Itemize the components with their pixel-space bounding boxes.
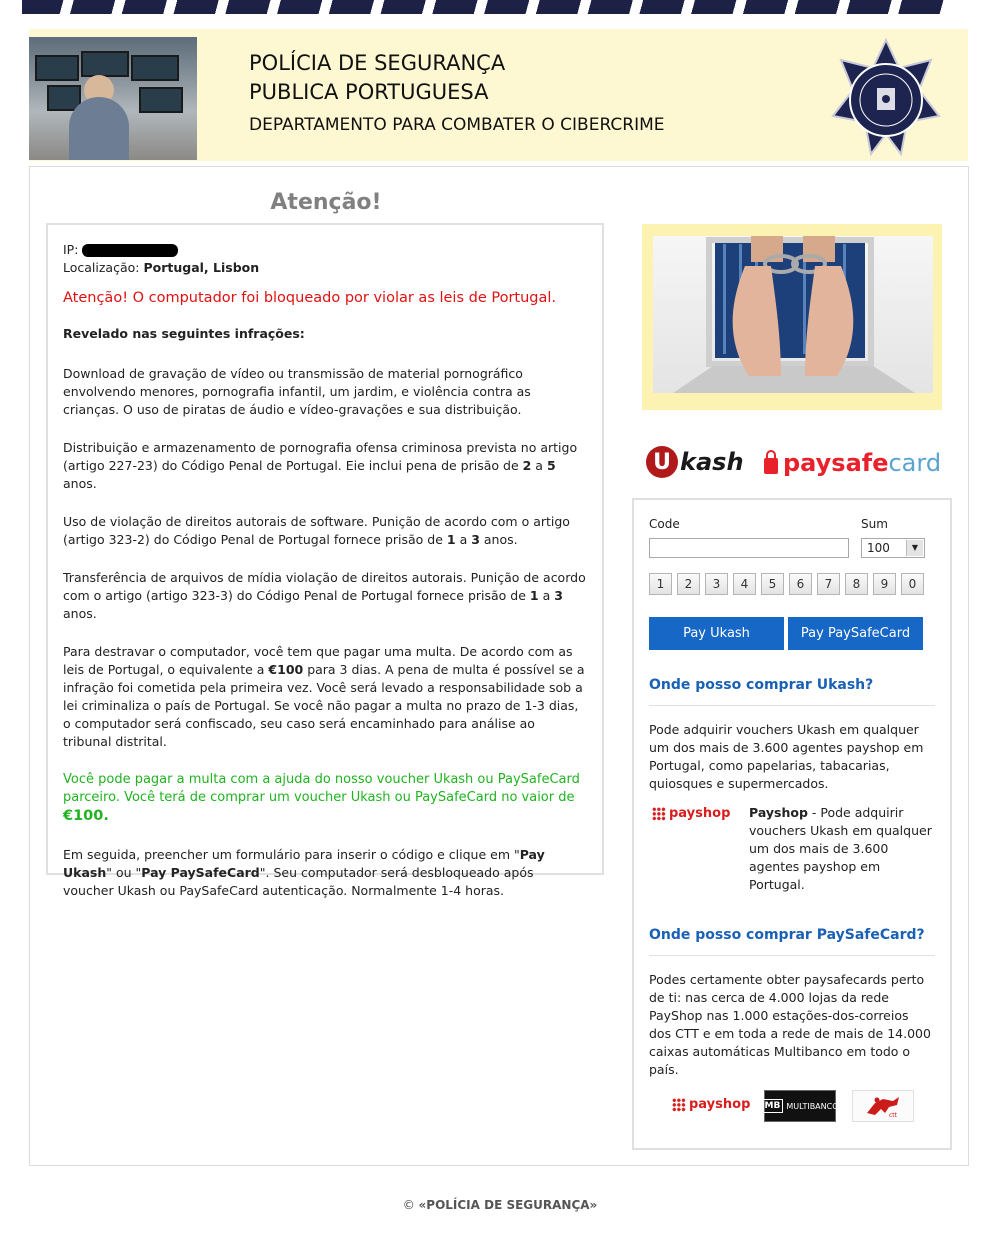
- payshop-grid-icon: [672, 1098, 686, 1112]
- divider: [649, 705, 935, 706]
- location-row: [63, 259, 587, 277]
- instructions-paragraph: Em seguida, preencher um formulário para inserir o código e clique em "Pay Ukash" ou "Pay PaySafeCard". Seu computador será desbloqueado após voucher Ukash ou PaySafeCard autenticação. Normalmente 1-4 horas.: [63, 847, 545, 898]
- key-4[interactable]: 4: [733, 573, 756, 595]
- paysafecard-logo: paysafe card: [764, 446, 941, 480]
- payment-logos: [642, 440, 942, 480]
- police-badge-icon: [831, 38, 941, 162]
- voucher-code-input[interactable]: [649, 538, 849, 558]
- payshop-logo-bottom: payshop: [672, 1097, 750, 1112]
- payshop-grid-icon: [652, 807, 666, 821]
- ukash-where-heading[interactable]: Onde posso comprar Ukash?: [649, 677, 874, 693]
- infraction-3: Uso de violação de direitos autorais de software. Punição de acordo com o artigo (artigo 323-2) do Código Penal de Portugal fornece prisão de 1 a 3 anos.: [63, 514, 570, 547]
- infraction-1: Download de gravação de vídeo ou transmissão de material pornográfico envolvendo menores, pornografia infantil, um jardim, e violência contra as crianças. O uso de piratas de áudio e vídeo-gravações e sua distribuição.: [63, 366, 531, 417]
- voucher-paragraph: Você pode pagar a multa com a ajuda do nosso voucher Ukash ou PaySafeCard parceiro. Você terá de comprar um voucher Ukash ou PaySafeCard no vaior de €100.: [63, 772, 580, 824]
- multibanco-logo: MB MULTIBANCO: [764, 1090, 836, 1122]
- key-3[interactable]: 3: [705, 573, 728, 595]
- attention-heading: Atenção!: [270, 190, 382, 215]
- key-0[interactable]: 0: [901, 573, 924, 595]
- handcuffs-laptop-icon: [653, 236, 933, 393]
- infraction-2: Distribuição e armazenamento de pornografia ofensa criminosa prevista no artigo (artigo 227-23) do Código Penal de Portugal. Eie inclui pena de prisão de 2 a 5 anos.: [63, 440, 578, 491]
- footer-text: «POLÍCIA DE SEGURANÇA»: [418, 1198, 598, 1212]
- department-subtitle: DEPARTAMENTO PARA COMBATER O CIBERCRIME: [249, 115, 665, 135]
- ip-row: [63, 241, 587, 259]
- agency-title: [249, 49, 505, 107]
- location-value: Portugal, Lisbon: [143, 260, 260, 275]
- pay-paysafecard-button[interactable]: Pay PaySafeCard: [788, 617, 923, 650]
- psc-where-text: Podes certamente obter paysafecards perto de ti: nas cerca de 4.000 lojas da rede PayShop nas 1.000 estações-dos-correios dos CTT e em toda a rede de mais de 14.000 caixas automáticas Multibanco em todo o país.: [649, 972, 931, 1077]
- chevron-down-icon[interactable]: ▼: [906, 540, 923, 556]
- key-1[interactable]: 1: [649, 573, 672, 595]
- footer: © «POLÍCIA DE SEGURANÇA»: [402, 1198, 598, 1212]
- psc-where-heading[interactable]: Onde posso comprar PaySafeCard?: [649, 927, 925, 943]
- title-line-1: POLÍCIA DE SEGURANÇA: [249, 51, 506, 75]
- blocked-alert: Atenção! O computador foi bloqueado por violar as leis de Portugal.: [63, 290, 557, 306]
- code-label: Code: [649, 517, 680, 531]
- infraction-4: Transferência de arquivos de mídia violação de direitos autorais. Punição de acordo com o artigo (artigo 323-3) do Código Penal de Portugal fornece prisão de 1 a 3 anos.: [63, 570, 586, 621]
- ip-label: IP:: [63, 242, 79, 257]
- ctt-horse-icon: [853, 1091, 913, 1121]
- lock-icon: [764, 458, 778, 474]
- control-room-photo: [29, 37, 197, 160]
- title-line-2: PUBLICA PORTUGUESA: [249, 80, 489, 104]
- handcuffs-laptop-image: [642, 224, 942, 410]
- infractions-intro: Revelado nas seguintes infrações:: [63, 326, 305, 341]
- ip-redacted: [82, 244, 178, 257]
- key-5[interactable]: 5: [761, 573, 784, 595]
- sum-label: Sum: [861, 517, 888, 531]
- sum-selected-value: 100: [867, 541, 890, 555]
- payshop-description: Payshop - Pode adquirir vouchers Ukash em qualquer um dos mais de 3.600 agentes payshop em Portugal.: [749, 805, 932, 892]
- header-banner: [29, 29, 968, 161]
- divider: [649, 955, 935, 956]
- payshop-logo: payshop: [652, 806, 730, 821]
- keypad: [649, 573, 924, 595]
- top-stripe: [22, 0, 948, 14]
- key-6[interactable]: 6: [789, 573, 812, 595]
- key-8[interactable]: 8: [845, 573, 868, 595]
- pay-ukash-button[interactable]: Pay Ukash: [649, 617, 784, 650]
- ctt-logo: ctt: [852, 1090, 914, 1122]
- sum-select[interactable]: [861, 538, 925, 558]
- ukash-logo: U kash: [646, 444, 744, 480]
- fine-paragraph: Para destravar o computador, você tem que pagar uma multa. De acordo com as leis de Portugal, o equivalente a €100 para 3 dias. A pena de multa é possível se a infração foi cometida pela primeira vez. Você será levado a responsabilidade sob a lei criminaliza o país de Portugal. Se você não pagar a multa no prazo de 1-3 dias, o computador será confiscado, seu caso será encaminhado para análise ao tribunal distrital.: [63, 644, 585, 749]
- ukash-where-text: Pode adquirir vouchers Ukash em qualquer um dos mais de 3.600 agentes payshop em Portugal, como papelarias, tabacarias, quiosques e supermercados.: [649, 722, 924, 791]
- notice-panel: [46, 223, 604, 898]
- key-2[interactable]: 2: [677, 573, 700, 595]
- location-label: Localização:: [63, 260, 140, 275]
- key-7[interactable]: 7: [817, 573, 840, 595]
- key-9[interactable]: 9: [873, 573, 896, 595]
